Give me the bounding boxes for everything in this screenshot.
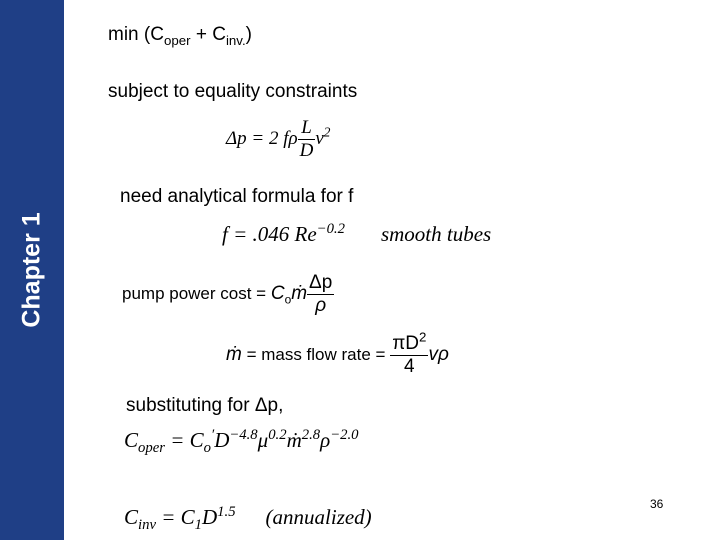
mass-flow-rate-equation <box>226 329 449 378</box>
d-symbol: D <box>214 428 230 452</box>
pump-power-cost-equation <box>122 272 334 317</box>
friction-factor-equation <box>222 222 491 247</box>
chapter-title: Chapter 1 <box>17 212 46 328</box>
page-number: 36 <box>650 497 664 511</box>
l-numerator: L <box>298 117 316 140</box>
cinv-d-symbol: D <box>202 505 218 529</box>
c-o-subscript: o <box>284 292 292 307</box>
mu-exponent: 0.2 <box>268 427 287 443</box>
mass-label: = mass flow rate = <box>246 344 386 364</box>
pi-d-symbol: πD <box>392 333 420 354</box>
prime-mark: ′ <box>210 427 215 443</box>
d-denominator: D <box>299 140 314 161</box>
inv-subscript: inv. <box>225 32 246 48</box>
dp-over-rho-fraction <box>307 272 334 317</box>
rho-symbol: ρ <box>320 428 331 452</box>
c1-subscript: 1 <box>194 517 202 534</box>
area-numerator <box>390 329 428 356</box>
dp-numerator: Δp <box>309 272 333 293</box>
objective-plus: + C <box>190 24 226 45</box>
annualized-note: (annualized) <box>265 505 372 529</box>
subject-to-text: subject to equality constraints <box>108 81 358 102</box>
friction-lhs: f = .046 Re <box>222 222 317 246</box>
coper-equals: = C <box>164 428 204 452</box>
area-denominator: 4 <box>404 356 415 377</box>
co-subscript: o <box>203 440 211 457</box>
pump-label: pump power cost = <box>122 283 267 303</box>
mdot-exponent: 2.8 <box>301 427 321 443</box>
d-squared-exponent: 2 <box>419 329 427 345</box>
mdot-symbol: ṁ <box>291 282 308 304</box>
oper-subscript: oper <box>163 32 191 48</box>
coper-c: C <box>124 428 139 452</box>
velocity-symbol: v <box>315 127 324 149</box>
mdot-flow-symbol: ṁ <box>286 428 302 452</box>
velocity-exponent: 2 <box>323 124 331 140</box>
coper-subscript: oper <box>138 440 165 457</box>
analytical-formula-text: need analytical formula for f <box>120 186 354 207</box>
dp-lhs: Δp = 2 fρ <box>226 127 298 149</box>
d-exponent: −4.8 <box>229 427 258 443</box>
cinv-c: C <box>124 505 139 529</box>
cinv-equals: = C <box>155 505 195 529</box>
mass-mdot-symbol: ṁ <box>226 343 242 365</box>
l-over-d-fraction <box>298 117 316 162</box>
cinv-subscript: inv <box>138 517 156 534</box>
chapter-sidebar <box>0 0 64 540</box>
smooth-tubes-note: smooth tubes <box>380 222 492 246</box>
area-fraction <box>390 329 428 378</box>
substituting-text: substituting for Δp, <box>126 395 284 416</box>
reynolds-exponent: −0.2 <box>316 221 345 237</box>
objective-close: ) <box>245 24 252 45</box>
cinv-d-exponent: 1.5 <box>217 504 236 520</box>
objective-function <box>108 24 252 46</box>
mu-symbol: μ <box>257 428 269 452</box>
operating-cost-equation <box>124 427 359 457</box>
rho-denominator: ρ <box>315 295 327 316</box>
objective-prefix: min (C <box>108 24 164 45</box>
c-symbol: C <box>270 282 285 304</box>
v-rho-symbol: vρ <box>428 343 449 365</box>
investment-cost-equation <box>124 504 372 534</box>
pressure-drop-equation <box>226 117 330 162</box>
rho-exponent: −2.0 <box>330 427 359 443</box>
